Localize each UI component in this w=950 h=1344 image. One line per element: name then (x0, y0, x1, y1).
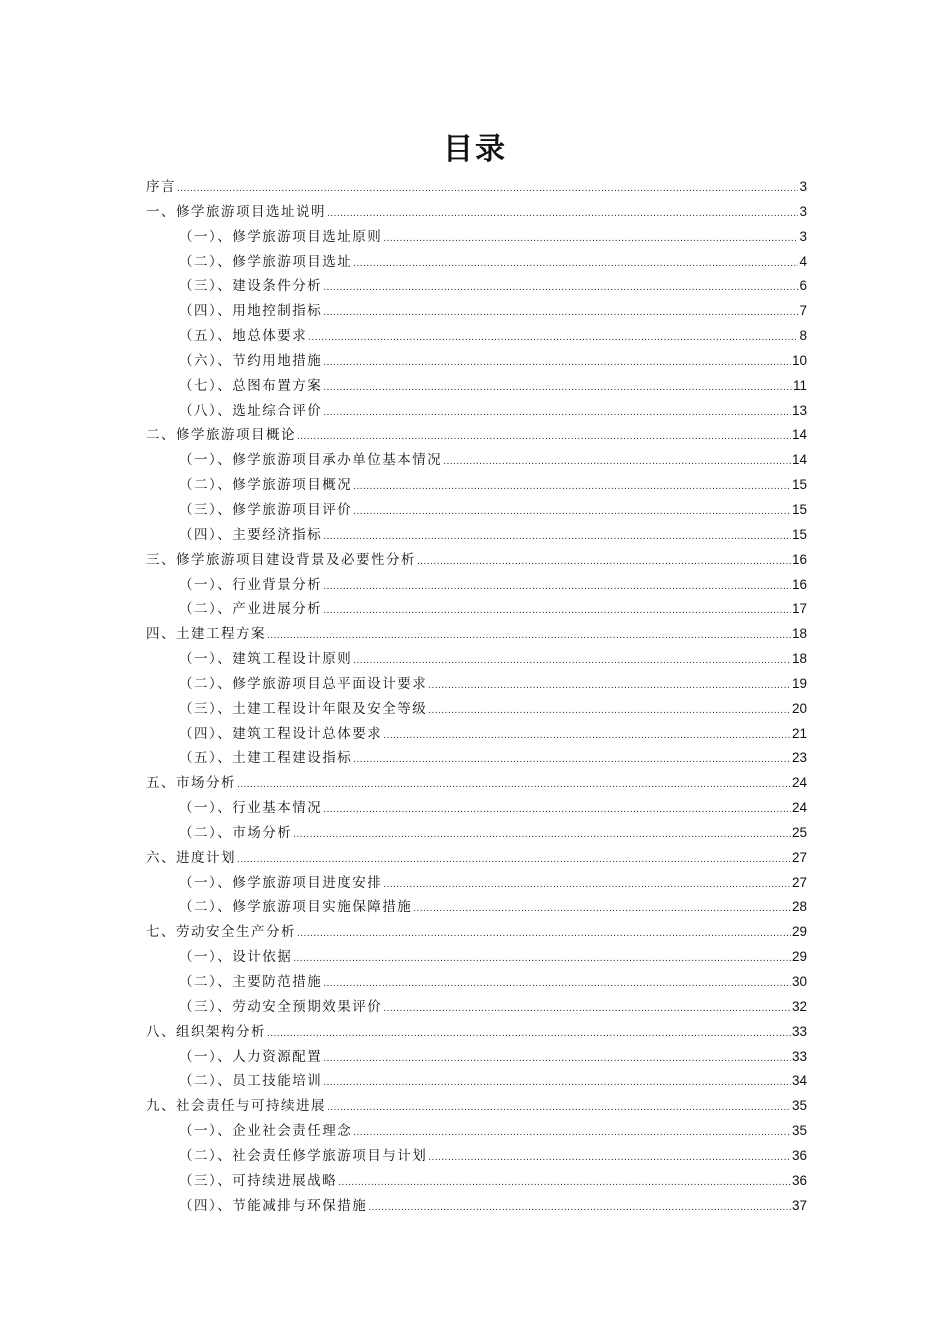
toc-entry-label: （二）、员工技能培训 (179, 1073, 323, 1090)
toc-entry[interactable] (146, 200, 807, 225)
toc-page-number: 36 (791, 1147, 807, 1163)
toc-entry-label: （二）、市场分析 (179, 824, 293, 841)
toc-subentry[interactable] (146, 1144, 807, 1169)
toc-page-number: 8 (799, 328, 807, 344)
toc-page-number: 30 (791, 974, 807, 989)
toc-subentry[interactable] (146, 473, 807, 498)
toc-dot-leader (368, 1196, 791, 1220)
toc-subentry[interactable] (146, 871, 807, 896)
toc-page-number: 20 (791, 700, 807, 716)
toc-dot-leader (327, 1096, 791, 1120)
toc-dot-leader (443, 450, 791, 474)
toc-entry-label: 六、进度计划 (146, 849, 236, 866)
toc-dot-leader (353, 748, 791, 772)
toc-page-number: 35 (791, 1098, 807, 1114)
toc-entry-label: （四）、用地控制指标 (179, 303, 323, 320)
toc-entry-label: （二）、修学旅游项目总平面设计要求 (179, 675, 428, 692)
toc-dot-leader (323, 1047, 791, 1071)
toc-entry-label: （三）、可持续进展战略 (179, 1172, 338, 1189)
toc-dot-leader (297, 425, 791, 449)
toc-subentry[interactable] (146, 1045, 807, 1070)
toc-entry[interactable] (146, 548, 807, 573)
toc-subentry[interactable] (146, 672, 807, 697)
toc-subentry[interactable] (146, 895, 807, 920)
toc-dot-leader (428, 674, 791, 698)
toc-entry-label: 四、土建工程方案 (146, 626, 266, 643)
toc-dot-leader (353, 649, 791, 673)
toc-page-number: 16 (791, 551, 807, 567)
toc-entry-label: （三）、劳动安全预期效果评价 (179, 998, 383, 1015)
toc-dot-leader (323, 276, 798, 300)
toc-entry-label: （二）、修学旅游项目实施保障措施 (179, 899, 413, 916)
toc-subentry[interactable] (146, 324, 807, 349)
toc-dot-leader (383, 873, 791, 897)
toc-dot-leader (413, 897, 791, 921)
toc-dot-leader (293, 823, 791, 847)
toc-page-number: 21 (791, 725, 807, 741)
toc-entry-label: 八、组织架构分析 (146, 1023, 266, 1040)
toc-entry[interactable] (146, 771, 807, 796)
toc-entry-label: （三）、修学旅游项目评价 (179, 501, 353, 518)
toc-subentry[interactable] (146, 746, 807, 771)
toc-entry-label: （六）、节约用地措施 (179, 352, 323, 369)
toc-dot-leader (267, 624, 791, 648)
toc-entry-label: （一）、人力资源配置 (179, 1048, 323, 1065)
toc-subentry[interactable] (146, 722, 807, 747)
toc-page-number: 14 (791, 452, 807, 468)
toc-dot-leader (323, 351, 791, 375)
toc-dot-leader (353, 475, 791, 499)
toc-dot-leader (323, 525, 791, 549)
toc-page-number: 32 (791, 998, 807, 1014)
toc-subentry[interactable] (146, 597, 807, 622)
toc-page-number: 3 (799, 203, 807, 219)
toc-dot-leader (323, 599, 791, 623)
toc-entry-label: （三）、建设条件分析 (179, 278, 323, 295)
toc-dot-leader (323, 401, 791, 425)
toc-dot-leader (353, 500, 791, 524)
toc-entry[interactable] (146, 1020, 807, 1045)
toc-dot-leader (338, 1171, 791, 1195)
toc-entry[interactable] (146, 1094, 807, 1119)
toc-page-number: 33 (791, 1048, 807, 1064)
toc-dot-leader (428, 699, 791, 723)
toc-subentry[interactable] (146, 274, 807, 299)
toc-entry[interactable] (146, 920, 807, 945)
toc-dot-leader (237, 773, 791, 797)
toc-page-number: 16 (791, 576, 807, 592)
toc-dot-leader (383, 227, 798, 251)
page-title: 目录 (443, 132, 507, 167)
toc-entry[interactable] (146, 423, 807, 448)
toc-dot-leader (323, 301, 798, 325)
toc-subentry[interactable] (146, 1119, 807, 1144)
toc-entry-label: （一）、修学旅游项目选址原则 (179, 228, 383, 245)
toc-dot-leader (323, 575, 791, 599)
toc-entry-label: （二）、主要防范措施 (179, 974, 323, 990)
toc-dot-leader (323, 798, 791, 822)
toc-entry-label: 九、社会责任与可持续进展 (146, 1098, 326, 1115)
toc-entry-label: （二）、修学旅游项目选址 (179, 253, 353, 270)
toc-entry-label: 二、修学旅游项目概论 (146, 427, 296, 444)
toc-subentry[interactable] (146, 523, 807, 548)
toc-dot-leader (383, 997, 791, 1021)
table-of-contents (146, 175, 807, 1218)
toc-entry-label: （五）、地总体要求 (179, 328, 308, 345)
toc-dot-leader (323, 376, 792, 400)
toc-page-number: 37 (791, 1197, 807, 1213)
toc-entry-label: （四）、节能减排与环保措施 (179, 1197, 368, 1214)
toc-entry-label: 五、市场分析 (146, 775, 236, 792)
toc-entry-label: 三、修学旅游项目建设背景及必要性分析 (146, 551, 416, 568)
toc-page-number: 14 (791, 427, 807, 443)
toc-page-number: 29 (791, 924, 807, 940)
toc-entry-label: （五）、土建工程建设指标 (179, 750, 353, 767)
toc-dot-leader (267, 1022, 791, 1046)
toc-entry-label: （一）、修学旅游项目承办单位基本情况 (179, 452, 443, 469)
toc-dot-leader (308, 326, 798, 350)
toc-dot-leader (327, 202, 798, 226)
toc-entry-label: （一）、设计依据 (179, 949, 293, 966)
toc-page-number: 11 (792, 377, 807, 393)
toc-entry[interactable] (146, 846, 807, 871)
toc-subentry[interactable] (146, 399, 807, 424)
toc-subentry[interactable] (146, 573, 807, 598)
toc-subentry[interactable] (146, 970, 807, 995)
toc-entry[interactable] (146, 622, 807, 647)
toc-entry-label: （二）、产业进展分析 (179, 601, 323, 618)
toc-dot-leader (177, 177, 798, 201)
toc-entry-label: （二）、社会责任修学旅游项目与计划 (179, 1147, 428, 1164)
toc-entry-label: （八）、选址综合评价 (179, 402, 323, 419)
toc-page-number: 23 (791, 750, 807, 766)
toc-subentry[interactable] (146, 349, 807, 374)
toc-entry-label: 一、修学旅游项目选址说明 (146, 203, 326, 220)
toc-entry-label: （一）、行业基本情况 (179, 800, 323, 817)
toc-dot-leader (323, 1071, 791, 1095)
toc-subentry[interactable] (146, 945, 807, 970)
toc-page-number: 24 (791, 800, 807, 816)
toc-entry-label: 七、劳动安全生产分析 (146, 924, 296, 941)
toc-entry-label: （一）、修学旅游项目进度安排 (179, 874, 383, 891)
toc-page-number: 13 (791, 402, 807, 418)
toc-page-number: 15 (791, 501, 807, 517)
toc-entry-label: （四）、主要经济指标 (179, 526, 323, 543)
toc-page-number: 18 (791, 651, 807, 667)
toc-page-number: 24 (791, 775, 807, 791)
toc-page-number: 17 (791, 601, 807, 617)
toc-page-number: 18 (791, 626, 807, 642)
toc-subentry[interactable] (146, 1194, 807, 1219)
toc-entry[interactable] (146, 175, 807, 200)
toc-page-number: 15 (791, 477, 807, 493)
toc-page-number: 7 (799, 303, 807, 319)
toc-dot-leader (353, 1121, 791, 1145)
toc-subentry[interactable] (146, 374, 807, 399)
toc-page-number: 29 (791, 949, 807, 965)
toc-page-number: 28 (791, 899, 807, 915)
toc-subentry[interactable] (146, 697, 807, 722)
toc-dot-leader (293, 947, 791, 971)
toc-subentry[interactable] (146, 225, 807, 250)
toc-entry-label: （一）、建筑工程设计原则 (179, 651, 353, 668)
toc-subentry[interactable] (146, 299, 807, 324)
toc-subentry[interactable] (146, 448, 807, 473)
toc-dot-leader (417, 550, 791, 574)
toc-entry-label: （七）、总图布置方案 (179, 377, 323, 394)
toc-entry-label: （一）、行业背景分析 (179, 576, 323, 593)
toc-dot-leader (353, 252, 798, 276)
toc-subentry[interactable] (146, 498, 807, 523)
toc-dot-leader (323, 972, 791, 996)
toc-page-number: 27 (791, 874, 807, 890)
toc-dot-leader (383, 724, 791, 748)
toc-entry-label: （四）、建筑工程设计总体要求 (179, 725, 383, 742)
toc-page-number: 15 (791, 526, 807, 542)
toc-subentry[interactable] (146, 796, 807, 821)
toc-dot-leader (428, 1146, 791, 1170)
toc-page-number: 3 (799, 179, 807, 194)
toc-subentry[interactable] (146, 250, 807, 275)
toc-subentry[interactable] (146, 1169, 807, 1194)
toc-subentry[interactable] (146, 647, 807, 672)
toc-dot-leader (237, 848, 791, 872)
toc-entry-label: （一）、企业社会责任理念 (179, 1123, 353, 1140)
toc-subentry[interactable] (146, 1069, 807, 1094)
toc-page-number: 27 (791, 849, 807, 865)
toc-page-number: 10 (791, 352, 807, 368)
toc-page-number: 19 (791, 675, 807, 691)
toc-page-number: 25 (791, 824, 807, 840)
toc-page-number: 4 (799, 253, 807, 269)
toc-subentry[interactable] (146, 995, 807, 1020)
toc-entry-label: （三）、土建工程设计年限及安全等级 (179, 700, 428, 717)
toc-page-number: 33 (791, 1023, 807, 1039)
toc-page-number: 3 (799, 228, 807, 244)
toc-page-number: 34 (791, 1073, 807, 1089)
toc-page-number: 35 (791, 1123, 807, 1139)
toc-entry-label: 序言 (146, 179, 176, 195)
toc-entry-label: （二）、修学旅游项目概况 (179, 477, 353, 494)
toc-page-number: 36 (791, 1172, 807, 1188)
toc-page-number: 6 (799, 278, 807, 294)
toc-subentry[interactable] (146, 821, 807, 846)
toc-dot-leader (297, 922, 791, 946)
